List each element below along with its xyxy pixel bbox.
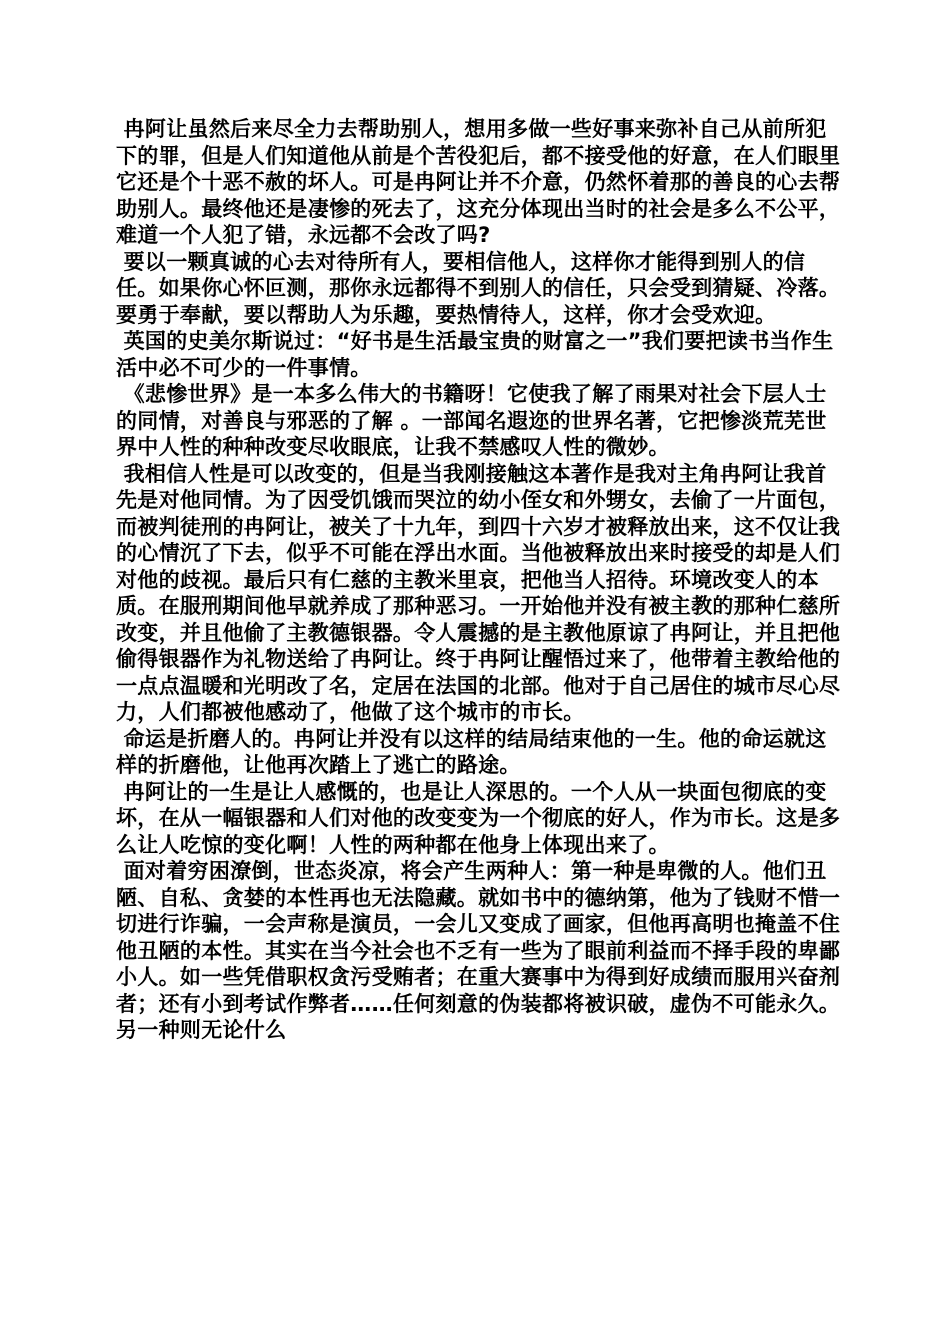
paragraph-8: 面对着穷困潦倒，世态炎凉，将会产生两种人：第一种是卑微的人。他们丑陋、自私、贪婪的本性再也无法隐藏。就如书中的德纳第，他为了钱财不惜一切进行诈骗，一会声称是演员，一会儿又变成了画家，但他再高明也掩盖不住他丑陋的本性。其实在当今社会也不乏有一些为了眼前利益而不择手段的卑鄙小人。如一些凭借职权贪污受贿者；在重大赛事中为得到好成绩而服用兴奋剂者；还有小到考试作弊者……任何刻意的伪装都将被识破，虚伪不可能永久。另一种则无论什么 [116, 859, 841, 1042]
paragraph-5: 我相信人性是可以改变的，但是当我刚接触这本著作是我对主角冉阿让我首先是对他同情。为了因受饥饿而哭泣的幼小侄女和外甥女，去偷了一片面包，而被判徒刑的冉阿让，被关了十九年，到四十六岁才被释放出来，这不仅让我的心情沉了下去，似乎不可能在浮出水面。当他被释放出来时接受的却是人们对他的歧视。最后只有仁慈的主教米里哀，把他当人招待。环境改变人的本质。在服刑期间他早就养成了那种恶习。一开始他并没有被主教的那种仁慈所改变，并且他偷了主教德银器。令人震撼的是主教他原谅了冉阿让，并且把他偷得银器作为礼物送给了冉阿让。终于冉阿让醒悟过来了，他带着主教给他的一点点温暖和光明改了名，定居在法国的北部。他对于自己居住的城市尽心尽力，人们都被他感动了，他做了这个城市的市长。 [116, 461, 841, 724]
paragraph-6: 命运是折磨人的。冉阿让并没有以这样的结局结束他的一生。他的命运就这样的折磨他，让他再次踏上了逃亡的路途。 [116, 726, 827, 777]
paragraph-4: 《悲惨世界》是一本多么伟大的书籍呀！它使我了解了雨果对社会下层人士的同情，对善良与邪恶的了解 。一部闻名遐迩的世界名著，它把惨淡荒芜世界中人性的种种改变尽收眼底，让我不禁感叹人性的微妙。 [116, 382, 827, 459]
document-body [116, 116, 846, 1044]
paragraph-2: 要以一颗真诚的心去对待所有人，要相信他人，这样你才能得到别人的信任。如果你心怀叵测，那你永远都得不到别人的信任，只会受到猜疑、冷落。要勇于奉献，要以帮助人为乐趣，要热情待人，这样，你才会受欢迎。 [116, 249, 841, 327]
paragraph-3: 英国的史美尔斯说过：“好书是生活最宝贵的财富之一”我们要把读书当作生活中必不可少的一件事情。 [116, 329, 834, 380]
paragraph-7: 冉阿让的一生是让人感慨的，也是让人深思的。一个人从一块面包彻底的变坏，在从一幅银器和人们对他的改变变为一个彻底的好人，作为市长。这是多么让人吃惊的变化啊！人性的两种都在他身上体现出来了。 [116, 779, 841, 857]
paragraph-1: 冉阿让虽然后来尽全力去帮助别人，想用多做一些好事来弥补自己从前所犯下的罪，但是人们知道他从前是个苦役犯后，都不接受他的好意，在人们眼里它还是个十恶不赦的坏人。可是冉阿让并不介意，仍然怀着那的善良的心去帮助别人。最终他还是凄惨的死去了，这充分体现出当时的社会是多么不公平，难道一个人犯了错，永远都不会改了吗? [116, 117, 841, 247]
